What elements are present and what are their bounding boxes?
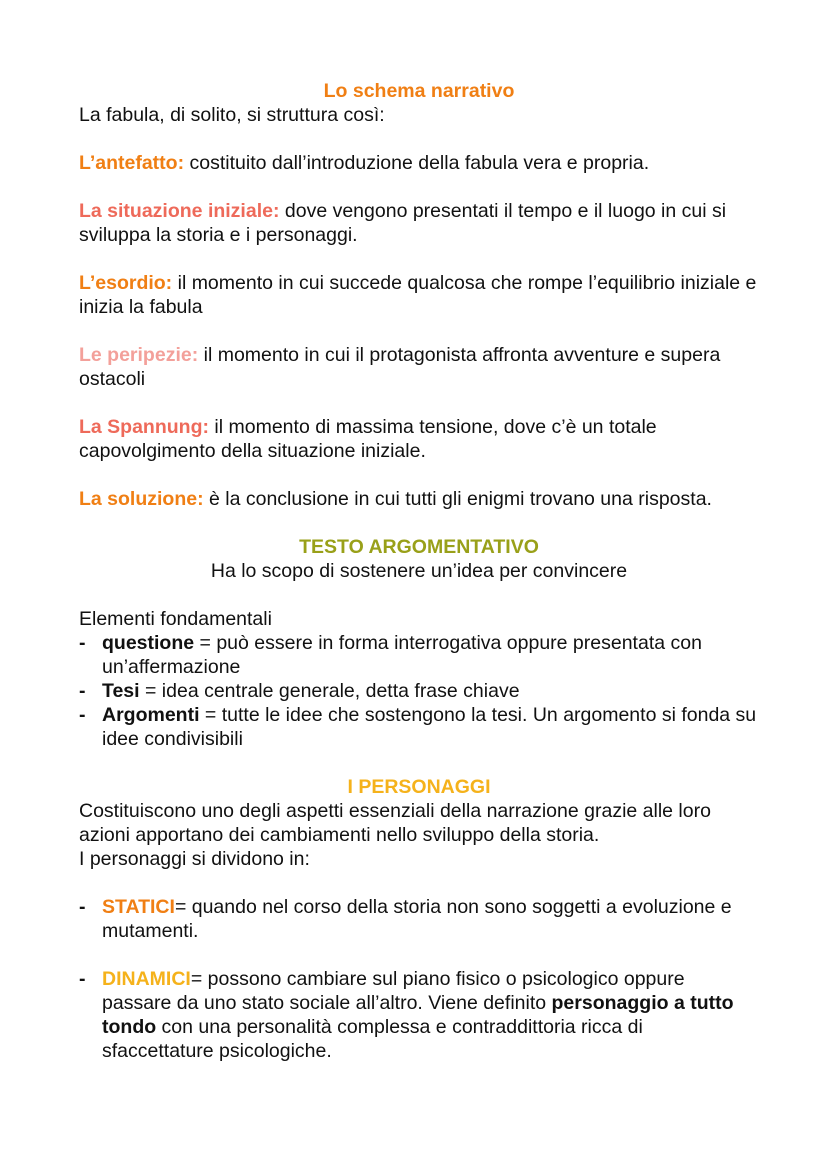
tesi-term: Tesi: [102, 680, 140, 702]
statici-label: STATICI: [102, 896, 175, 918]
soluzione-label: La soluzione:: [79, 488, 204, 510]
dash-bullet: -: [79, 632, 86, 654]
personaggi-intro: Costituiscono uno degli aspetti essenziali della narrazione grazie alle loro azioni apportano dei cambiamenti nello sviluppo della storia.: [79, 800, 711, 846]
argomentativo-list: [79, 631, 759, 751]
esordio-text: il momento in cui succede qualcosa che rompe l’equilibrio iniziale e inizia la fabula: [79, 272, 757, 318]
argomenti-text: = tutte le idee che sostengono la tesi. Un argomento si fonda su idee condivisibili: [102, 704, 757, 750]
spannung-label: La Spannung:: [79, 416, 209, 438]
list-item-statici: [79, 895, 759, 943]
dinamici-label: DINAMICI: [102, 968, 191, 990]
soluzione-paragraph: [79, 487, 759, 511]
list-item-questione: [79, 631, 759, 679]
personaggi-title: I PERSONAGGI: [347, 776, 491, 798]
personaggi-intro-2: I personaggi si dividono in:: [79, 848, 310, 870]
peripezie-label: Le peripezie:: [79, 344, 199, 366]
antefatto-label: L’antefatto:: [79, 152, 185, 174]
tesi-text: = idea centrale generale, detta frase chiave: [139, 680, 520, 702]
questione-term: questione: [102, 632, 195, 654]
dinamici-text-after: con una personalità complessa e contraddittoria ricca di sfaccettature psicologiche.: [102, 1016, 643, 1062]
peripezie-text: il momento in cui il protagonista affronta avventure e supera ostacoli: [79, 344, 721, 390]
antefatto-text: costituito dall’introduzione della fabula vera e propria.: [184, 152, 650, 174]
dash-bullet: -: [79, 704, 86, 726]
peripezie-paragraph: [79, 343, 759, 391]
situazione-iniziale-text: dove vengono presentati il tempo e il luogo in cui si sviluppa la storia e i personaggi.: [79, 200, 727, 246]
spannung-text: il momento di massima tensione, dove c’è un totale capovolgimento della situazione iniziale.: [79, 416, 657, 462]
dinamici-bold-term: personaggio a tutto tondo: [102, 992, 734, 1038]
dinamici-text: = possono cambiare sul piano fisico o psicologico oppure passare da uno stato sociale all’altro. Viene definito: [102, 968, 685, 1014]
dash-bullet: -: [79, 680, 86, 702]
elements-heading: Elementi fondamentali: [79, 608, 272, 630]
list-item-argomenti: [79, 703, 759, 751]
dash-bullet: -: [79, 896, 86, 918]
antefatto-paragraph: [79, 151, 759, 175]
page-content: [79, 79, 759, 1063]
soluzione-text: è la conclusione in cui tutti gli enigmi trovano una risposta.: [203, 488, 712, 510]
questione-text: = può essere in forma interrogativa oppure presentata con un’affermazione: [102, 632, 702, 678]
statici-text: = quando nel corso della storia non sono soggetti a evoluzione e mutamenti.: [102, 896, 732, 942]
esordio-label: L’esordio:: [79, 272, 173, 294]
situazione-iniziale-label: La situazione iniziale:: [79, 200, 280, 222]
personaggi-list-2: [79, 967, 759, 1063]
dash-bullet: -: [79, 968, 86, 990]
argomentativo-subtitle: Ha lo scopo di sostenere un’idea per convincere: [210, 560, 628, 582]
personaggi-list: [79, 895, 759, 943]
narrative-title: Lo schema narrativo: [323, 80, 515, 102]
argomenti-term: Argomenti: [102, 704, 200, 726]
narrative-intro: La fabula, di solito, si struttura così:: [79, 104, 385, 126]
spannung-paragraph: [79, 415, 759, 463]
argomentativo-title: TESTO ARGOMENTATIVO: [299, 536, 539, 558]
esordio-paragraph: [79, 271, 759, 319]
situazione-iniziale-paragraph: [79, 199, 759, 247]
list-item-dinamici: [79, 967, 759, 1063]
list-item-tesi: [79, 679, 759, 703]
